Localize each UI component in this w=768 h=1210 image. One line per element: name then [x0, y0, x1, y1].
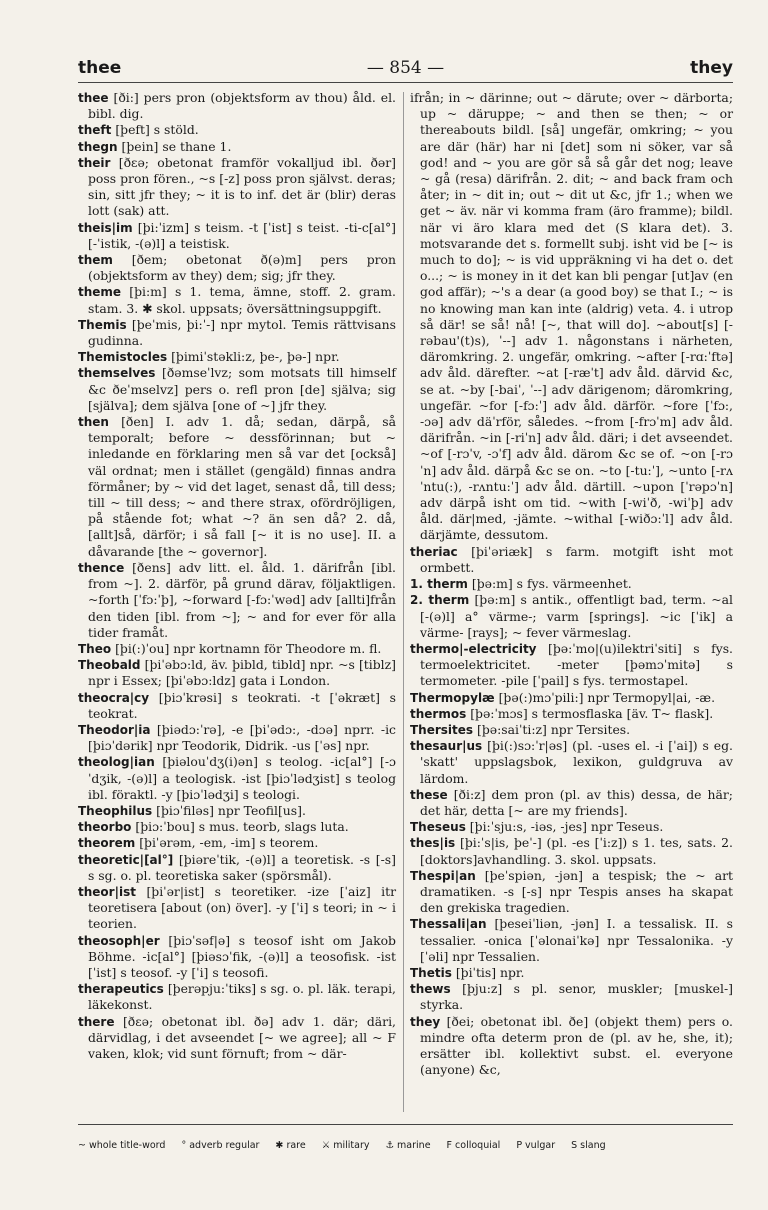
entry-definition: [ðen] I. adv 1. då; sedan, därpå, så temporalt; before ~ dessförinnan; but ~ inledande en förklaring men så var det [också] väl ordnat; men i stället (gengäld) finnas andra förmåner; by ~ vid det laget, senast då, till dess; till ~ till dess; ~ and there strax, ofördröjligen, på stående fot; what ~? än sen då? 2. då, [allt]så, därför; i så fall [~ it is no use]. II. a dåvarande [the ~ governor].	[88, 414, 396, 559]
dictionary-entry	[410, 706, 733, 722]
entry-headword: them	[78, 253, 113, 268]
dictionary-entry	[78, 690, 396, 722]
dictionary-entry	[410, 868, 733, 917]
entry-definition: [þiəlouˈdʒ(i)ən] s teolog. -ic[al°] [-ɔˈdʒik, -(ə)l] a teologisk. -ist [þiɔˈlədʒist] s teolog ibl. föraktl. -y [þiɔˈlədʒi] s teologi.	[88, 754, 396, 802]
entry-headword: Thessali|an	[410, 917, 487, 932]
page-number: — 854 —	[366, 58, 445, 78]
entry-headword: then	[78, 415, 109, 430]
column-divider	[403, 92, 404, 1112]
dictionary-entry	[410, 787, 733, 819]
entry-definition: [ðem; obetonat ð(ə)m] pers pron (objektsform av they) dem; sig; jfr they.	[88, 252, 396, 284]
entry-headword: there	[78, 1014, 115, 1029]
entry-headword: theosoph|er	[78, 933, 160, 948]
dictionary-entry	[78, 1014, 396, 1063]
entry-headword: Thespi|an	[410, 868, 476, 883]
legend-item: P vulgar	[516, 1139, 556, 1151]
dictionary-entry	[78, 139, 396, 155]
entry-definition: [þeft] s stöld.	[115, 122, 199, 138]
entry-headword: Theseus	[410, 820, 466, 835]
header-right-headword: they	[690, 58, 733, 78]
dictionary-entry	[410, 592, 733, 641]
dictionary-entry	[78, 933, 396, 982]
dictionary-entry	[78, 981, 396, 1013]
entry-definition: [þiɔˈfiləs] npr Teofil[us].	[156, 802, 306, 818]
entry-headword: Themis	[78, 317, 127, 332]
entry-headword: 1. therm	[410, 577, 468, 592]
entry-headword: 2. therm	[410, 593, 470, 608]
entry-definition: [þiɔˈsəf|ə] s teosof isht om Jakob Böhme. -ic[al°] [þiəsɔˈfik, -(ə)l] a teosofisk. -ist [ˈist] s teosof. -y [ˈi] s teosofi.	[88, 932, 396, 980]
entry-definition: ifrån; in ~ därinne; out ~ därute; over ~ därborta; up ~ däruppe; ~ and then se then; ~ or thereabouts bildl. [så] ungefär, omkring; ~ you are där (här) har ni [det] som ni söker, var så god! and ~ you are gör så så går det nog; leave ~ gå (resa) därifrån. 2. dit; ~ and back fram och åter; in ~ dit in; out ~ dit ut &c, jfr 1.; when we get ~ äv. när vi komma fram (äro framme); bildl. när vi äro klara med det (S klara det). 3. motsvarande det s. formellt subj. isht vid be [~ is much to do]; ~ is vid uppräkning vi ha det o. det o...; ~ is money in it det kan bli pengar [ut]av (en god affär); ~'s a dear (a good boy) se that I.; ~ is no knowing man kan inte (aldrig) veta. 4. i utrop så där! se så! nå! [~, that will do]. ~about[s] [-rəbau'(t)s), ˈ--] adv 1. någonstans i närheten, däromkring. 2. ungefär, omkring. ~after [-rɑ:ˈftə] adv åld. därefter. ~at [-ræˈt] adv åld. därvid &c, se at. ~by [-baiˈ, ˈ--] adv därigenom; däromkring, ungefär. ~for [-fɔ:ˈ] adv åld. därför. ~fore [ˈfɔ:, -ɔə] adv däˈrför, således. ~from [-frɔˈm] adv åld. därifrån. ~in [-riˈn] adv åld. däri; i det avseendet. ~of [-rɔˈv, -ɔˈf] adv åld. därom &c se of. ~on [-rɔˈn] adv åld. därpå &c se on. ~to [-tu:ˈ], ~unto [-rʌˈntu(:), -rʌntu:ˈ] adv åld. därtill. ~upon [ˈrəpɔˈn] adv därpå isht om tid. ~with [-wiˈð, -wiˈþ] adv åld. där|med, -jämte. ~withal [-wiðɔ:ˈl] adv åld. därjämte, dessutom.	[410, 90, 733, 543]
entry-headword: theocra|cy	[78, 690, 150, 705]
entry-definition: [þiˈəbɔ:ld, äv. þibld, tibld] npr. ~s [tiblz] npr i Essex; [þiˈəbɔ:ldz] gata i London.	[88, 657, 396, 689]
entry-headword: Theobald	[78, 658, 141, 673]
dictionary-entry	[78, 122, 396, 138]
entry-headword: therapeutics	[78, 982, 164, 997]
entry-definition: [ði:] pers pron (objektsform av thou) åld. el. bibl. dig.	[88, 90, 396, 122]
entry-definition: [þə:ˈmɔs] s termosflaska [äv. T~ flask].	[470, 705, 714, 721]
entry-headword: thesaur|us	[410, 739, 483, 754]
legend-item: ° adverb regular	[181, 1139, 260, 1151]
dictionary-entry	[78, 155, 396, 220]
entry-headword: Thetis	[410, 965, 452, 980]
entry-definition: [þə:m] s fys. värmeenhet.	[471, 576, 632, 592]
dictionary-entry	[78, 657, 396, 689]
entry-definition: [þiəreˈtik, -(ə)l] a teoretisk. -s [-s] s sg. o. pl. teoretiska saker (spörsmål).	[88, 851, 396, 883]
entry-definition: [ðei; obetonat ibl. ðe] (objekt them) pers o. mindre ofta determ pron de (pl. av he, she, it); ersätter ibl. kollektivt subst. el. everyone (anyone) &c,	[420, 1013, 733, 1078]
page-header	[78, 52, 733, 83]
dictionary-entry	[78, 317, 396, 349]
entry-headword: thes|is	[410, 836, 456, 851]
entry-definition: [þi:m] s 1. tema, ämne, stoff. 2. gram. stam. 3. ✱ skol. uppsats; översättningsuppgift.	[88, 284, 396, 316]
legend-item: F colloquial	[446, 1139, 501, 1151]
dictionary-entry	[78, 641, 396, 657]
dictionary-entry	[410, 819, 733, 835]
entry-definition: [þeˈmis, þi:ˈ-] npr mytol. Temis rättvisans gudinna.	[88, 316, 396, 349]
dictionary-entry	[410, 90, 733, 544]
dictionary-entry	[78, 365, 396, 414]
entry-definition: [þə:ˈmo|(u)ilektriˈsiti] s fys. termoelektricitet. -meter [þəmɔˈmitə] s termometer. -pile [ˈpail] s fys. termostapel.	[420, 640, 733, 689]
dictionary-entry	[410, 576, 733, 592]
entry-headword: Theodor|ia	[78, 722, 151, 737]
entry-definition: [þein] se thane 1.	[121, 138, 232, 154]
dictionary-entry	[78, 803, 396, 819]
dictionary-entry	[410, 722, 733, 738]
dictionary-entry	[410, 690, 733, 706]
header-left-headword: thee	[78, 58, 122, 78]
entry-headword: thermo|-electricity	[410, 641, 537, 656]
entry-headword: Theophilus	[78, 803, 153, 818]
entry-definition: [ðɛə; obetonat ibl. ðə] adv 1. där; däri, därvidlag, i det avseendet [~ we agree]; all ~ F vaken, klok; vid sunt förnuft; from ~ där-	[88, 1013, 396, 1061]
entry-definition: [ði:z] dem pron (pl. av this) dessa, de här; det här, detta [~ are my friends].	[420, 786, 733, 818]
entry-definition: [þeseiˈliən, -jən] I. a tessalisk. II. s tessalier. -onica [ˈəlonaiˈkə] npr Tessalonika. -y [ˈəli] npr Tessalien.	[420, 916, 733, 964]
entry-headword: theft	[78, 123, 112, 138]
entry-definition: [þə:m] s antik., offentligt bad, term. ~al [-(ə)l] a° värme-; varm [springs]. ~ic [ˈik] a värme- [rays]; ~ fever värmeslag.	[420, 592, 733, 640]
dictionary-entry	[78, 220, 396, 252]
entry-definition: [þiˈəriæk] s farm. motgift isht mot ormbett.	[420, 543, 733, 575]
entry-definition: [þi:ˈsju:s, -iəs, -jes] npr Teseus.	[469, 819, 664, 835]
entry-headword: Thermopylæ	[410, 690, 495, 705]
dictionary-entry	[410, 641, 733, 690]
entry-definition: [ðens] adv litt. el. åld. 1. därifrån [ibl. from ~]. 2. därför, på grund därav, följaktligen. ~forth [ˈfɔ:ˈþ], ~forward [-fɔ:ˈwəd] adv [allti]från den tiden [ibl. from ~]; ~ and for ever för alla tider framåt.	[88, 559, 396, 640]
legend-item: ~ whole title-word	[78, 1139, 166, 1151]
dictionary-entry	[410, 1014, 733, 1079]
entry-headword: theorbo	[78, 820, 132, 835]
legend-item: ⚔ military	[321, 1139, 370, 1151]
entry-definition: [þi:ˈizm] s teism. -t [ˈist] s teist. -ti-c[al°] [-ˈistik, -(ə)l] a teistisk.	[88, 219, 396, 251]
legend-item: ⚓ marine	[385, 1139, 431, 1151]
entry-headword: Themistocles	[78, 350, 168, 365]
entry-headword: theriac	[410, 544, 458, 559]
dictionary-entry	[410, 738, 733, 787]
entry-headword: theme	[78, 285, 122, 300]
entry-definition: [þiˈtis] npr.	[455, 964, 525, 980]
entry-definition: [þiɔ:ˈbou] s mus. teorb, slags luta.	[135, 819, 349, 835]
entry-headword: thews	[410, 982, 451, 997]
entry-definition: [þi:ˈs|is, þeˈ-] (pl. -es [ˈi:z]) s 1. tes, sats. 2. [doktors]avhandling. 3. skol. uppsats.	[420, 835, 733, 867]
entry-headword: thegn	[78, 139, 118, 154]
entry-headword: they	[410, 1014, 441, 1029]
entry-definition: [þimiˈstəkli:z, þe-, þə-] npr.	[171, 349, 340, 365]
entry-headword: theorem	[78, 836, 136, 851]
entry-definition: [ðəmseˈlvz; som motsats till himself &c ðeˈmselvz] pers o. refl pron [de] själva; sig [själva]; dem själva [one of ~] jfr they.	[88, 365, 396, 413]
dictionary-entry	[78, 90, 396, 122]
entry-headword: theor|ist	[78, 884, 136, 899]
entry-definition: [þerəpju:ˈtiks] s sg. o. pl. läk. terapi, läkekonst.	[88, 981, 396, 1013]
legend-item: ✱ rare	[275, 1139, 306, 1151]
entry-headword: theis|im	[78, 220, 133, 235]
entry-definition: [ðɛə; obetonat framför vokalljud ibl. ðər] poss pron fören., ~s [-z] poss pron självst. deras; sin, sitt jfr they; ~ it is to inf. det är (blir) deras lott (sak) att.	[88, 154, 396, 219]
legend-item: S slang	[571, 1139, 606, 1151]
entry-headword: Theo	[78, 641, 112, 656]
dictionary-entry	[410, 916, 733, 965]
entry-definition: [þju:z] s pl. senor, muskler; [muskel-] styrka.	[420, 981, 733, 1013]
entry-headword: these	[410, 787, 448, 802]
entry-definition: [þiɔˈkrəsi] s teokrati. -t [ˈəkræt] s teokrat.	[88, 689, 396, 721]
dictionary-entry	[78, 722, 396, 754]
entry-headword: thee	[78, 91, 109, 105]
dictionary-entry	[78, 852, 396, 884]
left-column	[78, 90, 396, 1062]
entry-headword: thermos	[410, 706, 467, 721]
entry-headword: Thersites	[410, 722, 474, 737]
entry-definition: [þeˈspiən, -jən] a tespisk; the ~ art dramatiken. -s [-s] npr Tespis anses ha skapat den grekiska tragedien.	[420, 867, 733, 916]
entry-definition: [þiˈər|ist] s teoretiker. -ize [ˈaiz] itr teoretisera [about (on) över]. -y [ˈi] s teori; in ~ i teorien.	[88, 883, 396, 932]
entry-headword: theolog|ian	[78, 755, 155, 770]
dictionary-entry	[410, 965, 733, 981]
entry-definition: [þə(:)mɔˈpili:] npr Termopyl|ai, -æ.	[498, 689, 716, 705]
entry-headword: themselves	[78, 366, 156, 381]
dictionary-entry	[410, 835, 733, 867]
right-column	[410, 90, 733, 1078]
entry-definition: [þi(:)ˈou] npr kortnamn för Theodore m. fl.	[115, 640, 382, 656]
entry-headword: thence	[78, 560, 125, 575]
entry-headword: theoretic|[al°]	[78, 852, 174, 867]
dictionary-entry	[78, 754, 396, 803]
abbreviation-legend	[78, 1124, 733, 1159]
entry-definition: [þiədɔ:ˈrə], -e [þiˈədɔ:, -dɔə] nprr. -ic [þiɔˈdərik] npr Teodorik, Didrik. -us [ˈəs] npr.	[88, 721, 396, 754]
dictionary-entry	[78, 884, 396, 933]
dictionary-entry	[78, 284, 396, 316]
dictionary-entry	[78, 835, 396, 851]
dictionary-entry	[78, 560, 396, 641]
dictionary-entry	[410, 981, 733, 1013]
dictionary-entry	[410, 544, 733, 576]
entry-definition: [þi(:)sɔ:ˈr|əs] (pl. -uses el. -i [ˈai]) s eg. 'skatt' uppslagsbok, lexikon, guldgruva av lärdom.	[420, 738, 733, 786]
dictionary-entry	[78, 349, 396, 365]
dictionary-entry	[78, 414, 396, 560]
entry-definition: [þə:saiˈti:z] npr Tersites.	[477, 721, 631, 737]
dictionary-entry	[78, 252, 396, 284]
dictionary-entry	[78, 819, 396, 835]
entry-headword: their	[78, 155, 111, 170]
entry-definition: [þiˈərəm, -em, -im] s teorem.	[139, 835, 319, 851]
